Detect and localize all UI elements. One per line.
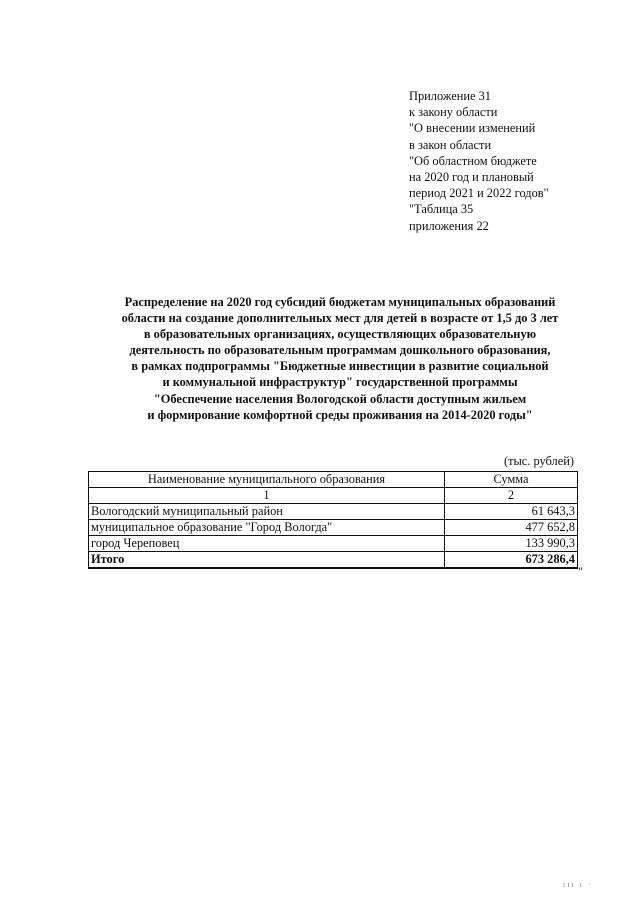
total-row [89, 552, 578, 569]
table-row [89, 504, 578, 520]
subsidy-amount: 477 652,8 [445, 520, 578, 536]
appendix-line: "Таблица 35 [409, 202, 474, 217]
appendix-line: в закон области [409, 137, 492, 152]
title-line: "Обеспечение населения Вологодской области доступным жильем [153, 391, 527, 406]
appendix-line: на 2020 год и плановый [409, 170, 534, 185]
appendix-line: период 2021 и 2022 годов" [409, 186, 549, 201]
appendix-line: "Об областном бюджете [409, 153, 537, 168]
distribution-table [88, 471, 578, 569]
total-label: Итого [89, 552, 445, 569]
title-line: области на создание дополнительных мест для детей в возрасте от 1,5 до 3 лет [121, 311, 559, 326]
subsidy-amount: 61 643,3 [445, 504, 578, 520]
title-line: деятельность по образовательным программам дошкольного образования, [129, 343, 551, 358]
column-number: 2 [445, 488, 578, 504]
municipality-name: город Череповец [89, 536, 445, 552]
appendix-line: "О внесении изменений [409, 121, 536, 136]
title-line: в рамках подпрограммы "Бюджетные инвестиции в развитие социальной [131, 359, 549, 374]
total-amount: 673 286,4 [445, 552, 578, 569]
title-line: и формирование комфортной среды проживания на 2014-2020 годы" [147, 407, 533, 422]
title-line: Распределение на 2020 год субсидий бюджетам муниципальных образований [124, 295, 556, 309]
municipality-name: муниципальное образование "Город Вологда" [89, 520, 445, 536]
municipality-name: Вологодский муниципальный район [89, 504, 445, 520]
footer-mark: ııı ı · [563, 880, 593, 889]
column-number-row [89, 488, 578, 504]
closing-quote: " [578, 565, 584, 579]
title-line: и коммунальной инфраструктур" государственной программы [162, 375, 518, 390]
subsidy-amount: 133 990,3 [445, 536, 578, 552]
appendix-line: к закону области [409, 105, 498, 120]
document-title [60, 294, 620, 423]
appendix-line: приложения 22 [409, 218, 489, 233]
table-row [89, 536, 578, 552]
units-label: (тыс. рублей) [503, 454, 574, 468]
header-amount: Сумма [445, 472, 578, 488]
table-row [89, 520, 578, 536]
appendix-line: Приложение 31 [409, 89, 491, 103]
title-line: в образовательных организациях, осуществляющих образовательную [143, 327, 537, 342]
column-number: 1 [89, 488, 445, 504]
appendix-reference [409, 88, 609, 234]
table-header-row [89, 472, 578, 488]
header-name: Наименование муниципального образования [89, 472, 445, 488]
